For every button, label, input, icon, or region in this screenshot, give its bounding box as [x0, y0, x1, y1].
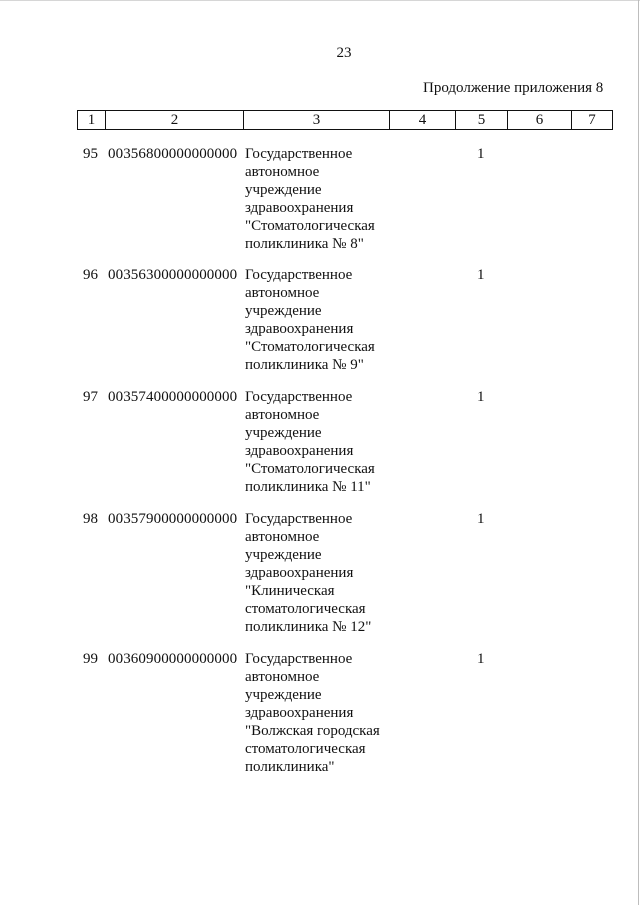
table-row [0, 650, 640, 776]
row-column-5-value: 1 [477, 267, 485, 283]
row-column-5-value: 1 [477, 511, 485, 527]
table-row [0, 145, 640, 253]
organization-name-line: поликлиника № 11" [245, 479, 371, 495]
organization-name-line: здравоохранения [245, 321, 354, 337]
column-header-5: 5 [456, 111, 508, 130]
page-number: 23 [336, 45, 352, 61]
column-header-row [78, 111, 613, 130]
row-number: 99 [83, 651, 98, 667]
organization-name-line: "Стоматологическая [245, 218, 375, 234]
organization-name-line: "Стоматологическая [245, 339, 375, 355]
organization-name-line: учреждение [245, 182, 322, 198]
row-number: 95 [83, 146, 98, 162]
organization-name-line: Государственное [245, 651, 353, 667]
row-column-5-value: 1 [477, 146, 485, 162]
organization-name-line: автономное [245, 164, 320, 180]
organization-name-line: автономное [245, 285, 320, 301]
organization-name-line: Государственное [245, 146, 353, 162]
row-column-5-value: 1 [477, 651, 485, 667]
row-organization-name [245, 510, 415, 636]
organization-name-line: "Клиническая [245, 583, 335, 599]
organization-name-line: автономное [245, 669, 320, 685]
row-organization-name [245, 266, 415, 374]
organization-name-line: Государственное [245, 267, 353, 283]
row-organization-name [245, 145, 415, 253]
column-header-6: 6 [508, 111, 572, 130]
row-code: 00360900000000000 [108, 651, 238, 667]
row-organization-name [245, 388, 415, 496]
organization-name-line: поликлиника № 8" [245, 236, 364, 252]
organization-name-line: Государственное [245, 511, 353, 527]
row-code: 00356300000000000 [108, 267, 238, 283]
organization-name-line: здравоохранения [245, 565, 354, 581]
organization-name-line: поликлиника № 12" [245, 619, 372, 635]
table-row [0, 388, 640, 496]
organization-name-line: учреждение [245, 425, 322, 441]
row-column-5-value: 1 [477, 389, 485, 405]
table-row [0, 510, 640, 636]
row-code: 00356800000000000 [108, 146, 238, 162]
column-header-7: 7 [572, 111, 613, 130]
organization-name-line: стоматологическая [245, 601, 366, 617]
column-header-1: 1 [78, 111, 106, 130]
continuation-heading: Продолжение приложения 8 [423, 80, 604, 96]
row-number: 97 [83, 389, 98, 405]
column-header-table [77, 110, 613, 130]
row-number: 98 [83, 511, 98, 527]
column-header-2: 2 [106, 111, 244, 130]
organization-name-line: автономное [245, 407, 320, 423]
row-code: 00357900000000000 [108, 511, 238, 527]
page-edge-top [0, 0, 640, 1]
column-header-3: 3 [244, 111, 390, 130]
organization-name-line: здравоохранения [245, 705, 354, 721]
organization-name-line: "Волжская городская [245, 723, 380, 739]
organization-name-line: автономное [245, 529, 320, 545]
organization-name-line: здравоохранения [245, 200, 354, 216]
organization-name-line: Государственное [245, 389, 353, 405]
organization-name-line: учреждение [245, 687, 322, 703]
organization-name-line: здравоохранения [245, 443, 354, 459]
organization-name-line: учреждение [245, 547, 322, 563]
organization-name-line: поликлиника № 9" [245, 357, 364, 373]
row-organization-name [245, 650, 415, 776]
column-header-4: 4 [390, 111, 456, 130]
table-row [0, 266, 640, 374]
organization-name-line: поликлиника" [245, 759, 335, 775]
row-code: 00357400000000000 [108, 389, 238, 405]
organization-name-line: стоматологическая [245, 741, 366, 757]
organization-name-line: учреждение [245, 303, 322, 319]
organization-name-line: "Стоматологическая [245, 461, 375, 477]
row-number: 96 [83, 267, 98, 283]
